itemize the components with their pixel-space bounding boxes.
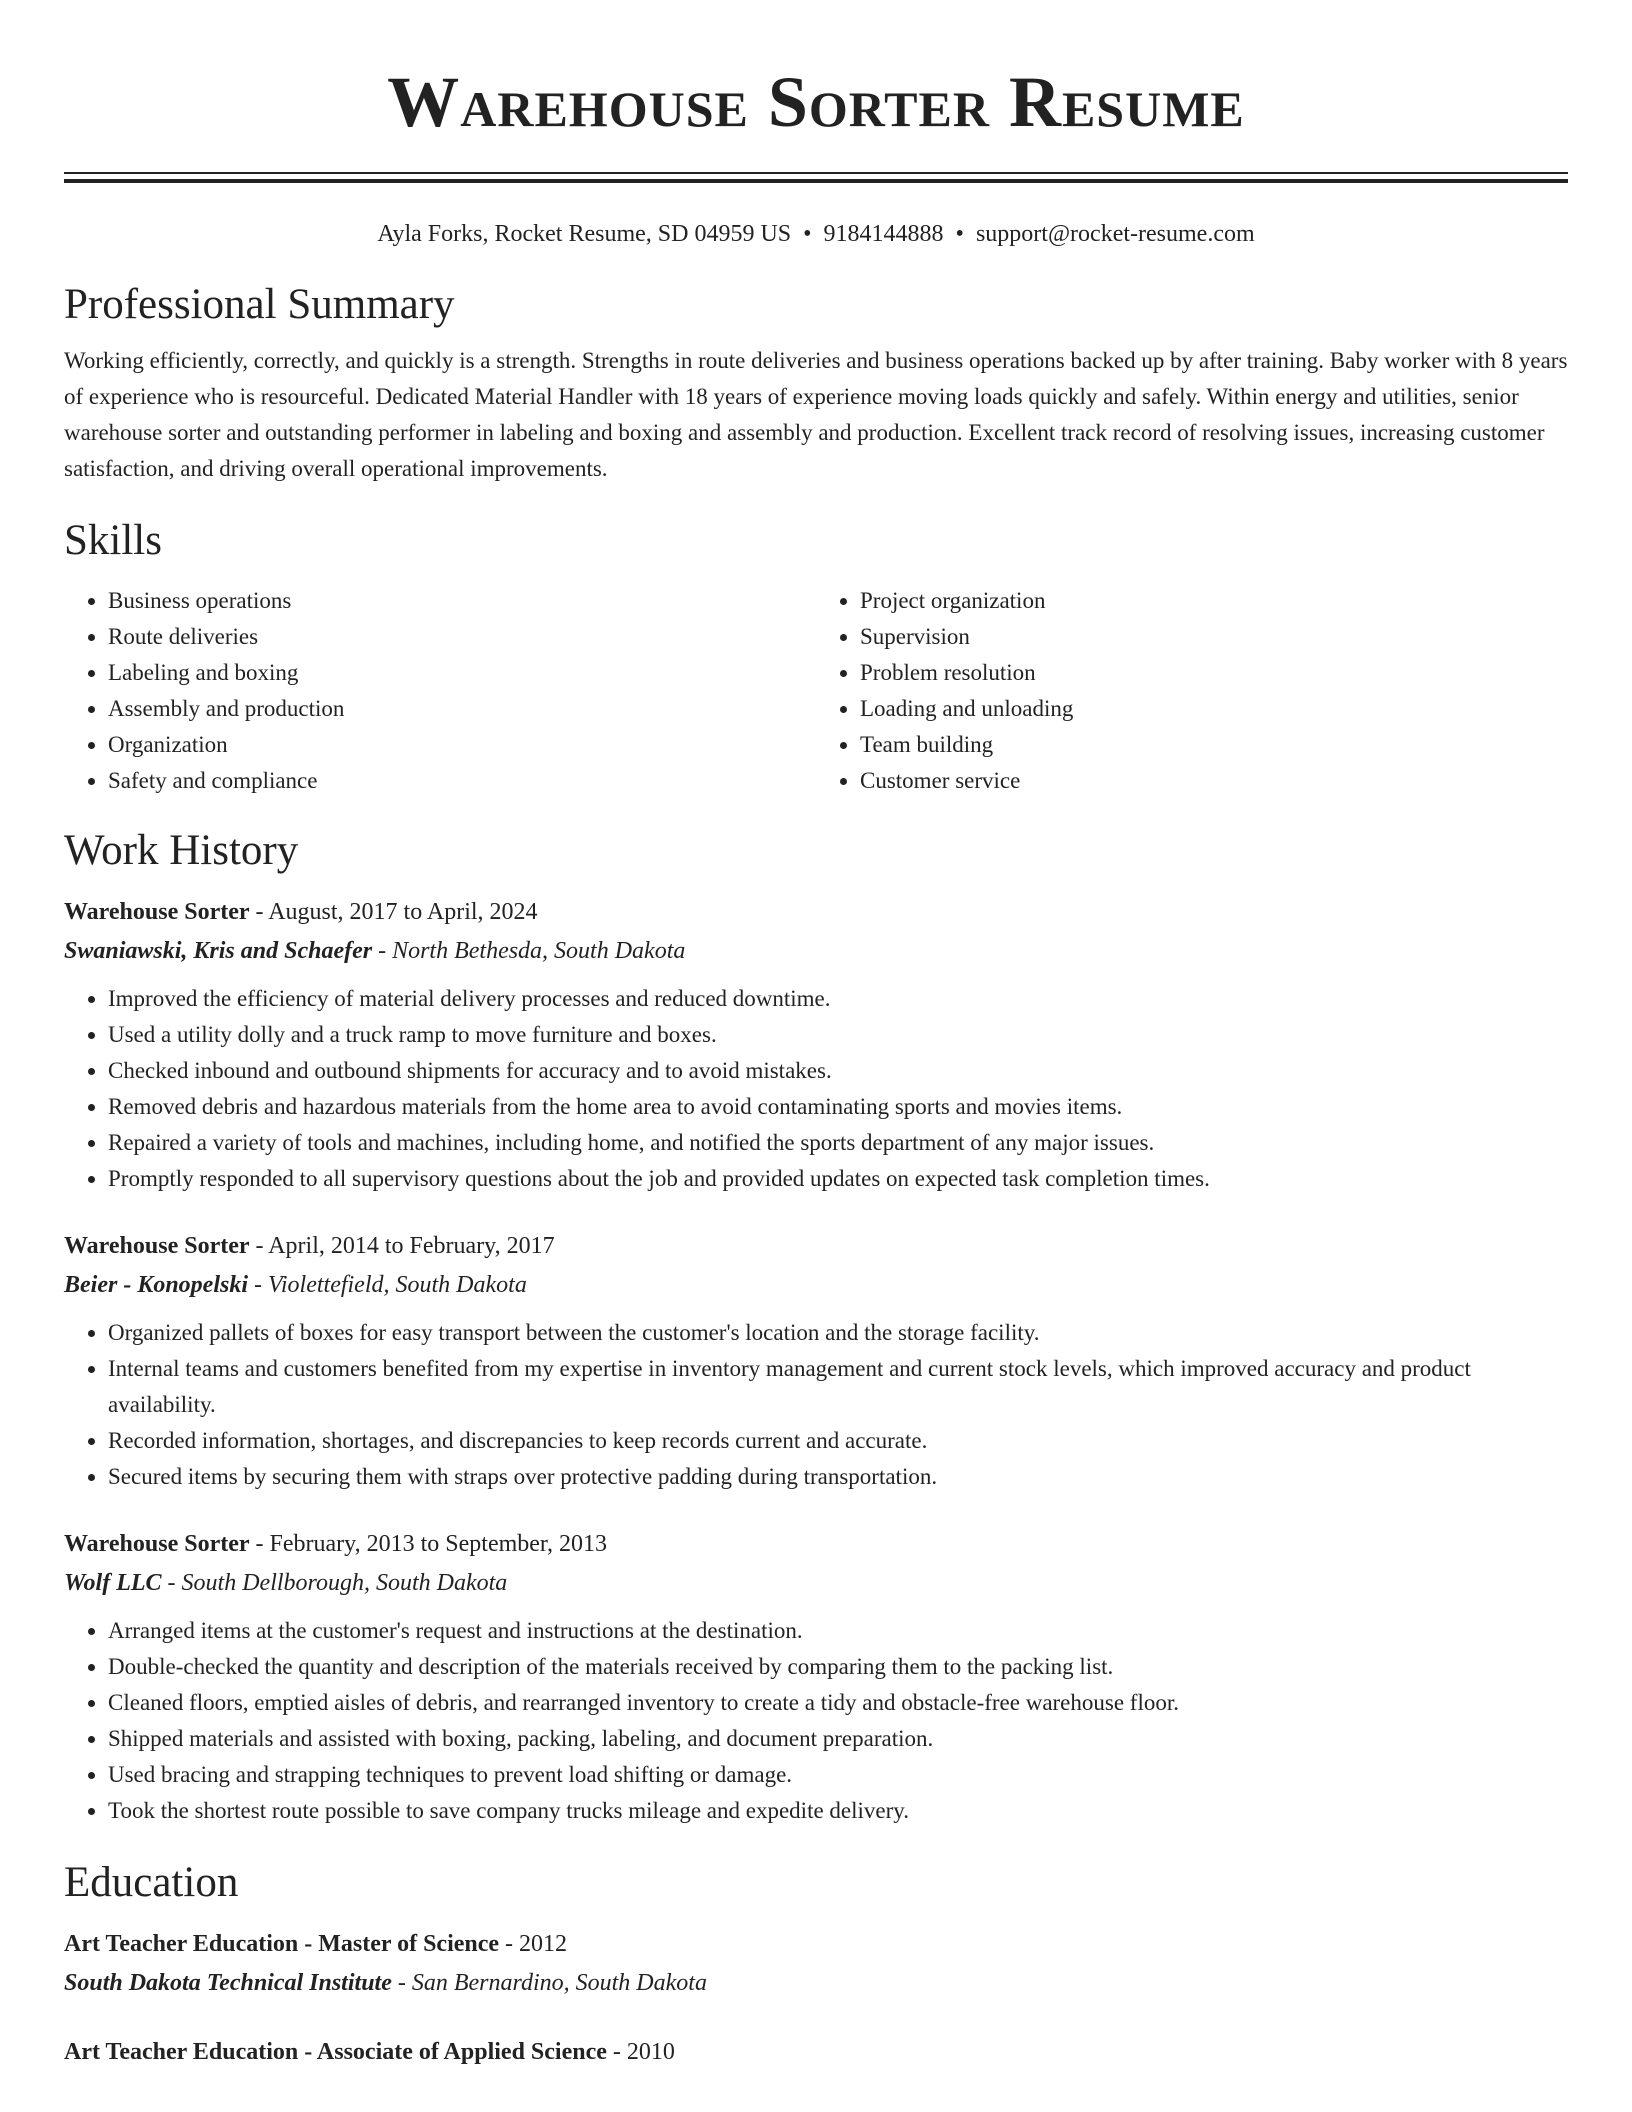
job-bullets [64,1613,1568,1829]
job-entry [64,1525,1568,1829]
job-bullet: • Improved the efficiency of material delivery processes and reduced downtime. [108,981,1568,1017]
degree-line [64,2033,1568,2071]
job-bullets [64,1315,1568,1495]
education-entry [64,1925,1568,2003]
skills-column-right [816,583,1568,799]
degree-year: - 2010 [606,2039,675,2065]
company-location: - North Bethesda, South Dakota [372,938,686,964]
job-bullet: • Took the shortest route possible to save company trucks mileage and expedite delivery. [108,1793,1568,1829]
job-bullet: • Recorded information, shortages, and discrepancies to keep records current and accurate. [108,1423,1568,1459]
company-location: - Violettefield, South Dakota [248,1272,527,1298]
degree-name: Art Teacher Education - Master of Science [64,1931,500,1957]
skill-item: • Business operations [108,583,816,619]
contact-phone: 9184144888 [823,221,944,247]
school-name: South Dakota Technical Institute [64,1970,392,1996]
skills-list [64,583,1568,799]
skill-item: • Problem resolution [860,655,1568,691]
contact-line [64,217,1568,251]
contact-address: Ayla Forks, Rocket Resume, SD 04959 US [377,221,792,247]
education-entry [64,2033,1568,2071]
job-bullet: • Organized pallets of boxes for easy transport between the customer's location and the storage facility. [108,1315,1568,1351]
job-bullets [64,981,1568,1197]
job-bullet: • Secured items by securing them with straps over protective padding during transportation. [108,1459,1568,1495]
skill-item: • Project organization [860,583,1568,619]
job-title-line [64,1227,1568,1265]
skills-column-left [64,583,816,799]
skill-item: • Supervision [860,619,1568,655]
summary-text: Working efficiently, correctly, and quickly is a strength. Strengths in route deliveries and business operations backed up by after training. Baby worker with 8 years of experience who is resourceful. Dedicated Material Handler with 18 years of experience moving loads quickly and safely. Within energy and utilities, senior warehouse sorter and outstanding performer in labeling and boxing and assembly and production. Excellent track record of resolving issues, increasing customer satisfaction, and driving overall operational improvements. [64,348,1568,481]
job-dates: - August, 2017 to April, 2024 [249,899,538,925]
company-line [64,931,1568,971]
company-line [64,1265,1568,1305]
skills-heading: Skills [64,517,162,564]
job-bullet: • Internal teams and customers benefited from my expertise in inventory management and current stock levels, which improved accuracy and product availability. [108,1351,1568,1423]
job-bullet: • Repaired a variety of tools and machines, including home, and notified the sports department of any major issues. [108,1125,1568,1161]
skill-item: • Team building [860,727,1568,763]
skill-item: • Assembly and production [108,691,816,727]
job-bullet: • Promptly responded to all supervisory questions about the job and provided updates on expected task completion times. [108,1161,1568,1197]
job-dates: - February, 2013 to September, 2013 [249,1531,607,1557]
skill-item: • Labeling and boxing [108,655,816,691]
job-bullet: • Removed debris and hazardous materials from the home area to avoid contaminating sports and movies items. [108,1089,1568,1125]
contact-email: support@rocket-resume.com [975,221,1255,247]
contact-separator: • [955,221,964,247]
skill-item: • Loading and unloading [860,691,1568,727]
job-title: Warehouse Sorter [64,1531,250,1557]
company-location: - South Dellborough, South Dakota [161,1570,508,1596]
company-name: Beier - Konopelski [64,1272,248,1298]
degree-name: Art Teacher Education - Associate of Applied Science [64,2039,607,2065]
company-name: Swaniawski, Kris and Schaefer [64,938,373,964]
job-bullet: • Double-checked the quantity and description of the materials received by comparing them to the packing list. [108,1649,1568,1685]
skill-item: • Safety and compliance [108,763,816,799]
summary-heading: Professional Summary [64,281,455,328]
job-bullet: • Shipped materials and assisted with boxing, packing, labeling, and document preparation. [108,1721,1568,1757]
job-title: Warehouse Sorter [64,899,250,925]
job-bullet: • Used bracing and strapping techniques to prevent load shifting or damage. [108,1757,1568,1793]
page-title: Warehouse Sorter Resume [387,62,1245,142]
degree-line [64,1925,1568,1963]
company-line [64,1563,1568,1603]
job-title: Warehouse Sorter [64,1233,250,1259]
job-title-line [64,1525,1568,1563]
skill-item: • Route deliveries [108,619,816,655]
job-title-line [64,893,1568,931]
job-bullet: • Used a utility dolly and a truck ramp to move furniture and boxes. [108,1017,1568,1053]
job-dates: - April, 2014 to February, 2017 [249,1233,555,1259]
work-history-heading: Work History [64,827,299,874]
job-bullet: • Arranged items at the customer's request and instructions at the destination. [108,1613,1568,1649]
school-line [64,1963,1568,2003]
job-entry [64,1227,1568,1495]
job-bullet: • Checked inbound and outbound shipments for accuracy and to avoid mistakes. [108,1053,1568,1089]
contact-separator: • [803,221,812,247]
education-heading: Education [64,1859,239,1906]
degree-year: - 2012 [499,1931,568,1957]
job-entry [64,893,1568,1197]
skill-item: • Customer service [860,763,1568,799]
job-bullet: • Cleaned floors, emptied aisles of debris, and rearranged inventory to create a tidy and obstacle-free warehouse floor. [108,1685,1568,1721]
title-divider [64,172,1568,183]
company-name: Wolf LLC [64,1570,162,1596]
school-location: - San Bernardino, South Dakota [391,1970,707,1996]
skill-item: • Organization [108,727,816,763]
